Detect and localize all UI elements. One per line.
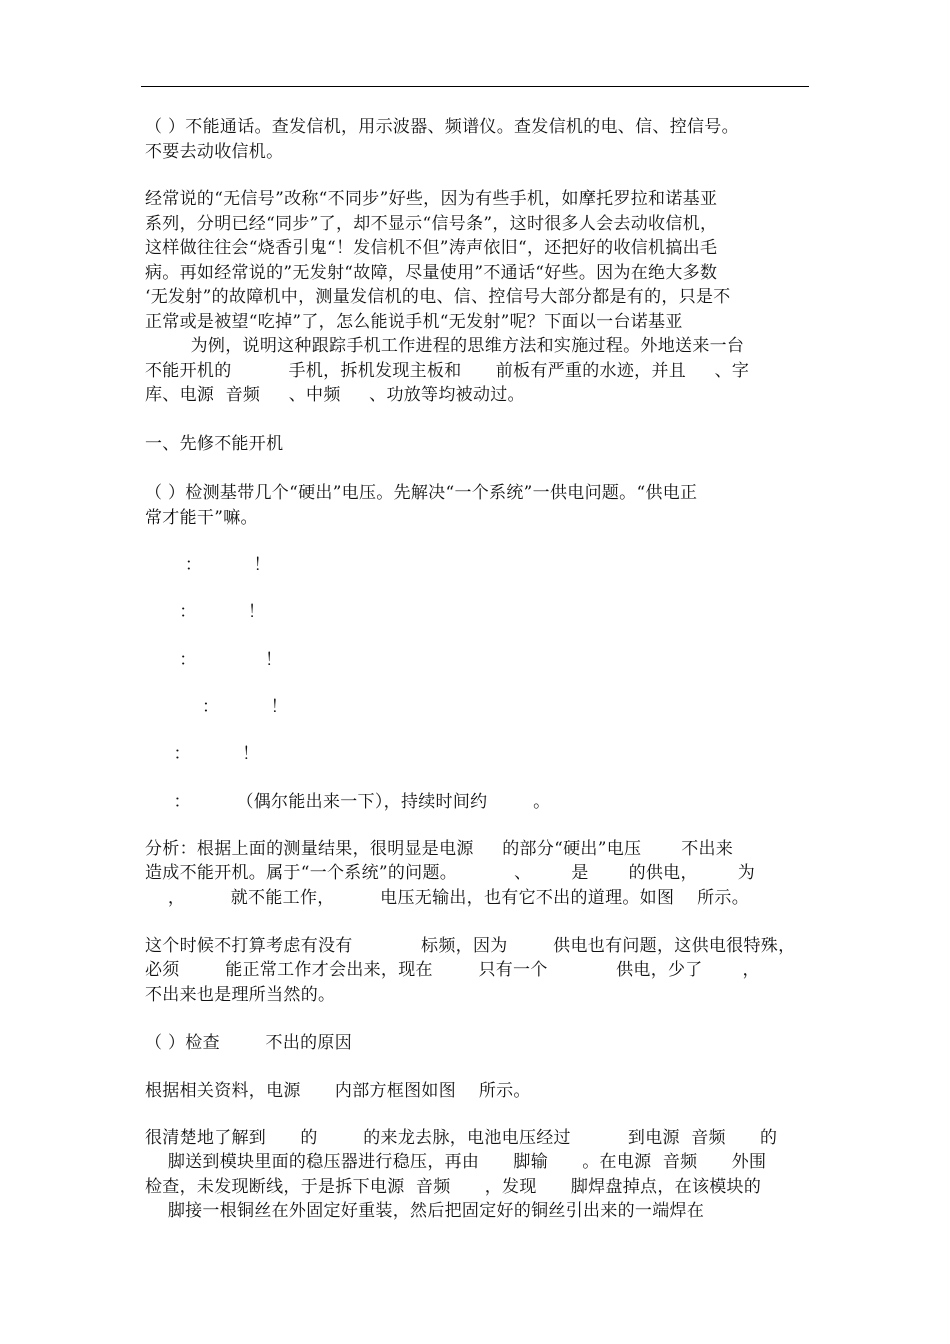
text-line: 这个时候不打算考虑有没有 标频，因为 供电也有问题，这供电很特殊， bbox=[145, 936, 796, 956]
header-rule bbox=[141, 86, 809, 87]
text-line: 经常说的“无信号”改称“不同步”好些，因为有些手机，如摩托罗拉和诺基亚 bbox=[145, 189, 718, 209]
text-line: 不能开机的 手机，拆机发现主板和 前板有严重的水迹，并且 、字 bbox=[145, 361, 750, 381]
text-line: 常才能干”嘛。 bbox=[145, 508, 258, 528]
measurement-line: ： ！ bbox=[145, 697, 288, 717]
text-line: 病。再如经常说的”无发射“故障，尽量使用”不通话“好些。因为在绝大多数 bbox=[145, 263, 718, 283]
text-line: ‘无发射”的故障机中，测量发信机的电、信、控信号大部分都是有的，只是不 bbox=[145, 287, 731, 307]
text-line: 分析：根据上面的测量结果，很明显是电源 的部分“硬出”电压 不出来 bbox=[145, 839, 734, 859]
text-line: 脚接一根铜丝在外固定好重装，然后把固定好的铜丝引出来的一端焊在 bbox=[145, 1201, 705, 1221]
text-line: 很清楚地了解到 的 的来龙去脉，电池电压经过 到电源 音频 的 bbox=[145, 1128, 778, 1148]
text-line: 这样做往往会“烧香引鬼“！发信机不但”涛声依旧“，还把好的收信机搞出毛 bbox=[145, 238, 718, 258]
measurement-line: ： ！ bbox=[145, 602, 266, 622]
text-line: 必须 能正常工作才会出来，现在 只有一个 供电，少了 ， bbox=[145, 960, 760, 980]
text-line: 为例，说明这种跟踪手机工作进程的思维方法和实施过程。外地送来一台 bbox=[145, 336, 745, 356]
text-line: 根据相关资料，电源 内部方框图如图 所示。 bbox=[145, 1081, 531, 1101]
text-line: 检查，未发现断线，于是拆下电源 音频 ，发现 脚焊盘掉点，在该模块的 bbox=[145, 1177, 762, 1197]
text-line: 不要去动收信机。 bbox=[145, 142, 284, 162]
measurement-line: ： ！ bbox=[145, 744, 260, 764]
text-line: 库、电源 音频 、中频 、功放等均被动过。 bbox=[145, 385, 525, 405]
text-line: （ ）不能通话。查发信机，用示波器、频谱仪。查发信机的电、信、控信号。 bbox=[145, 117, 739, 137]
text-line: 造成不能开机。属于“一个系统”的问题。 、 是 的供电， 为 bbox=[145, 863, 755, 883]
text-line: （ ）检测基带几个“硬出”电压。先解决“一个系统”一供电问题。“供电正 bbox=[145, 483, 698, 503]
measurement-line: ： ！ bbox=[145, 650, 283, 670]
measurement-line: ： ！ bbox=[145, 555, 271, 575]
text-line: （ ）检查 不出的原因 bbox=[145, 1033, 353, 1053]
text-line: 正常或是被望“吃掉”了，怎么能说手机“无发射”呢？下面以一台诺基亚 bbox=[145, 312, 683, 332]
measurement-line: ： （偶尔能出来一下），持续时间约 。 bbox=[145, 792, 551, 812]
section-heading: 一、先修不能开机 bbox=[145, 434, 284, 454]
text-line: 不出来也是理所当然的。 bbox=[145, 985, 336, 1005]
text-line: 脚送到模块里面的稳压器进行稳压，再由 脚输 。在电源 音频 外围 bbox=[145, 1152, 767, 1172]
text-line: ， 就不能工作， 电压无输出，也有它不出的道理。如图 所示。 bbox=[145, 888, 749, 908]
text-line: 系列，分明已经“同步”了，却不显示“信号条”，这时很多人会去动收信机， bbox=[145, 214, 718, 234]
